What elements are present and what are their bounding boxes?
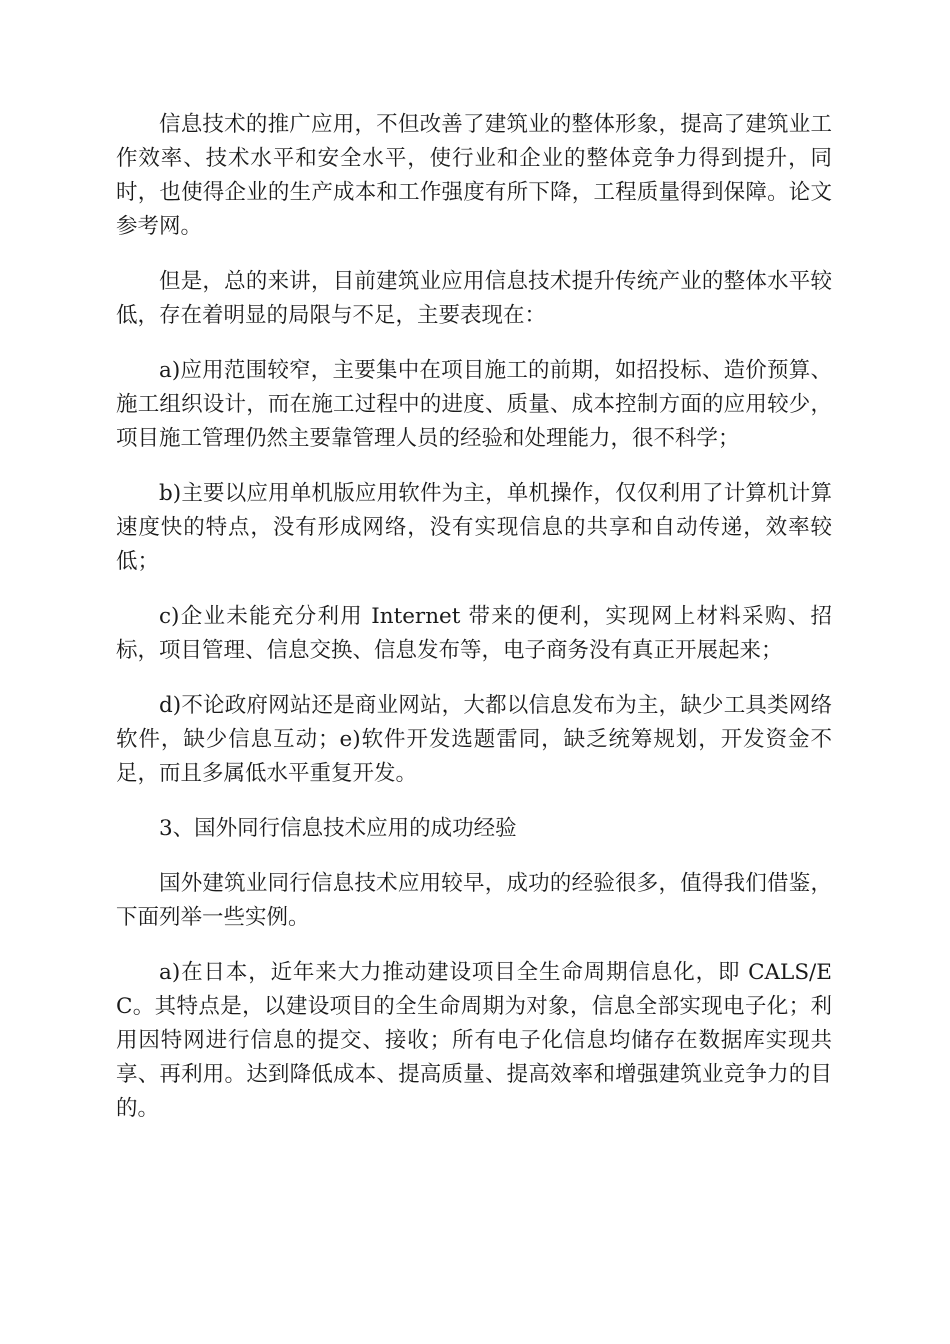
paragraph-item-b: b)主要以应用单机版应用软件为主，单机操作，仅仅利用了计算机计算速度快的特点，没有形成网络，没有实现信息的共享和自动传递，效率较低； bbox=[116, 481, 832, 574]
document-body bbox=[116, 108, 832, 1147]
paragraph-item-c: c)企业未能充分利用 Internet 带来的便利，实现网上材料采购、招标，项目管理、信息交换、信息发布等，电子商务没有真正开展起来； bbox=[116, 604, 832, 663]
paragraph-item-a: a)应用范围较窄，主要集中在项目施工的前期，如招投标、造价预算、施工组织设计，而在施工过程中的进度、质量、成本控制方面的应用较少，项目施工管理仍然主要靠管理人员的经验和处理能力，很不科学； bbox=[116, 358, 832, 451]
paragraph-japan-example: a)在日本，近年来大力推动建设项目全生命周期信息化，即 CALS/EC。其特点是，以建设项目的全生命周期为对象，信息全部实现电子化；利用因特网进行信息的提交、接收；所有电子化信息均储存在数据库实现共享、再利用。达到降低成本、提高质量、提高效率和增强建筑业竞争力的目的。 bbox=[116, 960, 832, 1121]
paragraph-item-d-e: d)不论政府网站还是商业网站，大都以信息发布为主，缺少工具类网络软件，缺少信息互动；e)软件开发选题雷同，缺乏统筹规划，开发资金不足，而且多属低水平重复开发。 bbox=[116, 693, 832, 786]
paragraph-foreign-intro: 国外建筑业同行信息技术应用较早，成功的经验很多，值得我们借鉴，下面列举一些实例。 bbox=[116, 871, 832, 930]
paragraph-limitations-intro: 但是，总的来讲，目前建筑业应用信息技术提升传统产业的整体水平较低，存在着明显的局限与不足，主要表现在： bbox=[116, 269, 832, 328]
paragraph-benefits: 信息技术的推广应用，不但改善了建筑业的整体形象，提高了建筑业工作效率、技术水平和安全水平，使行业和企业的整体竞争力得到提升，同时，也使得企业的生产成本和工作强度有所下降，工程质量得到保障。论文参考网。 bbox=[116, 112, 832, 239]
section-heading: 3、国外同行信息技术应用的成功经验 bbox=[159, 816, 517, 841]
